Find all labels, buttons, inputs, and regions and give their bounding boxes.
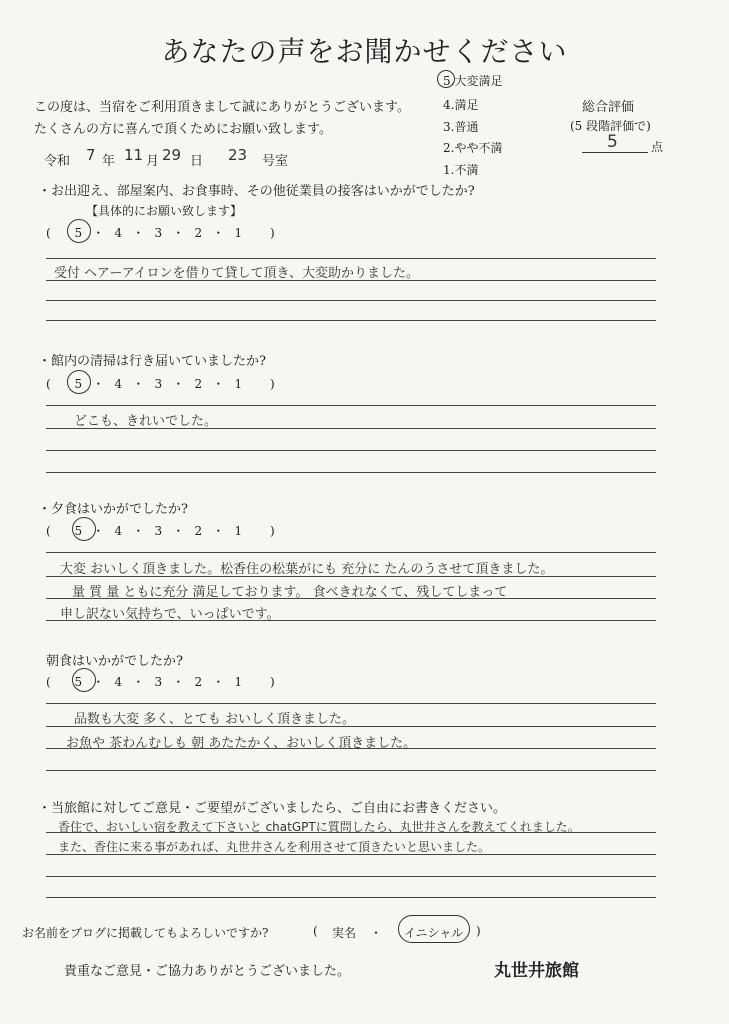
date-year[interactable]: 7	[86, 146, 96, 164]
thanks-message: 貴重なご意見・ご協力ありがとうございました。	[64, 964, 351, 979]
rating-3[interactable]: 3	[154, 226, 163, 240]
rating-3[interactable]: 3	[154, 524, 163, 538]
scale-dot: ・	[212, 226, 225, 240]
answer-line	[46, 854, 656, 855]
question-service-sub: 【具体的にお願い致します】	[86, 204, 243, 218]
answer-requests-2[interactable]: また、香住に来る事があれば、丸世井さんを利用させて頂きたいと思いました。	[58, 840, 491, 854]
answer-line	[46, 576, 656, 577]
answer-line	[46, 897, 656, 898]
selected-rating-circle	[72, 668, 96, 692]
date-era: 令和	[44, 154, 71, 169]
answer-line	[46, 748, 656, 749]
answer-service-1[interactable]: 受付 ヘアーアイロンを借りて貸して頂き、大変助かりました。	[54, 266, 420, 281]
option-initial[interactable]: イニシャル	[404, 926, 464, 940]
answer-line	[46, 300, 656, 301]
answer-line	[46, 320, 656, 321]
selected-rating-circle	[72, 517, 96, 541]
answer-line	[46, 472, 656, 473]
rating-2[interactable]: 2	[194, 226, 203, 240]
answer-line	[46, 832, 656, 833]
rating-5[interactable]: 5	[74, 524, 83, 538]
rating-3[interactable]: 3	[154, 377, 163, 391]
scale-close: )	[270, 226, 275, 240]
question-breakfast: 朝食はいかがでしたか?	[46, 654, 183, 669]
rating-4[interactable]: 4	[114, 524, 123, 538]
scale-dot: ・	[212, 675, 225, 689]
scale-open: (	[46, 524, 51, 538]
question-dinner: ・夕食はいかがでしたか?	[38, 502, 188, 517]
scale-dot: ・	[132, 377, 145, 391]
legend-2: 2.やや不満	[443, 141, 503, 155]
overall-sub: (5 段階評価で)	[570, 119, 651, 133]
answer-dinner-1[interactable]: 大変 おいしく頂きました。松香住の松葉がにも 充分に たんのうさせて頂きました。	[60, 562, 554, 577]
selected-rating-circle	[67, 370, 91, 394]
answer-line	[46, 428, 656, 429]
answer-requests-1[interactable]: 香住で、おいしい宿を教えて下さいと chatGPTに質問したら、丸世井さんを教えてくれました。	[58, 820, 580, 834]
rating-5[interactable]: 5	[74, 675, 83, 689]
room-unit: 号室	[262, 154, 289, 169]
overall-label: 総合評価	[582, 100, 635, 115]
answer-line	[46, 405, 656, 406]
rating-1[interactable]: 1	[234, 377, 243, 391]
intro-line-2: たくさんの方に喜んで頂くためにお願い致します。	[34, 122, 332, 137]
form-title: あなたの声をお聞かせください	[161, 35, 568, 68]
date-day[interactable]: 29	[162, 146, 182, 164]
overall-score-line	[582, 152, 648, 153]
option-dot: ・	[370, 926, 383, 940]
answer-line	[46, 620, 656, 621]
question-service: ・お出迎え、部屋案内、お食事時、その他従業員の接客はいかがでしたか?	[38, 184, 475, 199]
scale-dot: ・	[212, 524, 225, 538]
answer-line	[46, 726, 656, 727]
answer-breakfast-2[interactable]: お魚や 茶わんむしも 朝 あたたかく、おいしく頂きました。	[66, 736, 417, 751]
legend-1: 1.不満	[443, 163, 479, 177]
scale-close: )	[270, 377, 275, 391]
answer-line	[46, 876, 656, 877]
rating-5[interactable]: 5	[74, 226, 83, 240]
date-month-unit: 月	[146, 154, 160, 169]
answer-dinner-3[interactable]: 申し訳ない気持ちで、いっぱいです。	[60, 607, 280, 622]
answer-line	[46, 258, 656, 259]
rating-1[interactable]: 1	[234, 675, 243, 689]
rating-5[interactable]: 5	[74, 377, 83, 391]
blog-paren-close: )	[476, 924, 481, 938]
blog-paren-open: (	[313, 924, 318, 938]
rating-1[interactable]: 1	[234, 524, 243, 538]
overall-score[interactable]: 5	[607, 132, 618, 152]
blog-question: お名前をブログに掲載してもよろしいですか?	[22, 926, 269, 940]
question-requests: ・当旅館に対してご意見・ご要望がございましたら、ご自由にお書きください。	[38, 801, 507, 816]
scale-open: (	[46, 675, 51, 689]
rating-1[interactable]: 1	[234, 226, 243, 240]
scale-dot: ・	[92, 524, 105, 538]
scale-close: )	[270, 524, 275, 538]
rating-3[interactable]: 3	[154, 675, 163, 689]
rating-2[interactable]: 2	[194, 377, 203, 391]
scale-dot: ・	[172, 524, 185, 538]
answer-breakfast-1[interactable]: 品数も大変 多く、とても おいしく頂きました。	[74, 712, 356, 727]
scale-dot: ・	[132, 226, 145, 240]
answer-line	[46, 770, 656, 771]
answer-cleaning-1[interactable]: どこも、きれいでした。	[74, 414, 218, 429]
intro-line-1: この度は、当宿をご利用頂きまして誠にありがとうございます。	[34, 100, 410, 115]
answer-line	[46, 280, 656, 281]
scale-dot: ・	[92, 675, 105, 689]
rating-4[interactable]: 4	[114, 377, 123, 391]
rating-4[interactable]: 4	[114, 226, 123, 240]
overall-unit: 点	[651, 140, 664, 154]
ryokan-name: 丸世井旅館	[494, 961, 579, 981]
scale-open: (	[46, 377, 51, 391]
scale-dot: ・	[212, 377, 225, 391]
scale-open: (	[46, 226, 51, 240]
selected-rating-circle	[67, 219, 91, 243]
answer-line	[46, 598, 656, 599]
scale-close: )	[270, 675, 275, 689]
legend-4: 4.満足	[443, 98, 479, 112]
legend-5: 5.大変満足	[443, 74, 503, 88]
scale-dot: ・	[172, 226, 185, 240]
scale-dot: ・	[92, 377, 105, 391]
rating-2[interactable]: 2	[194, 675, 203, 689]
answer-line	[46, 703, 656, 704]
scale-dot: ・	[172, 377, 185, 391]
rating-2[interactable]: 2	[194, 524, 203, 538]
date-day-unit: 日	[190, 154, 204, 169]
date-month[interactable]: 11	[124, 146, 144, 164]
scale-dot: ・	[92, 226, 105, 240]
legend-3: 3.普通	[443, 120, 479, 134]
answer-dinner-2[interactable]: 量 質 量 ともに充分 満足しております。 食べきれなくて、残してしまって	[72, 585, 508, 600]
scale-dot: ・	[132, 524, 145, 538]
question-cleaning: ・館内の清掃は行き届いていましたか?	[38, 354, 266, 369]
rating-4[interactable]: 4	[114, 675, 123, 689]
answer-line	[46, 552, 656, 553]
option-real-name[interactable]: 実名	[332, 926, 357, 940]
room-number[interactable]: 23	[228, 146, 248, 164]
scale-dot: ・	[172, 675, 185, 689]
date-year-unit: 年	[102, 154, 116, 169]
answer-line	[46, 450, 656, 451]
scale-dot: ・	[132, 675, 145, 689]
